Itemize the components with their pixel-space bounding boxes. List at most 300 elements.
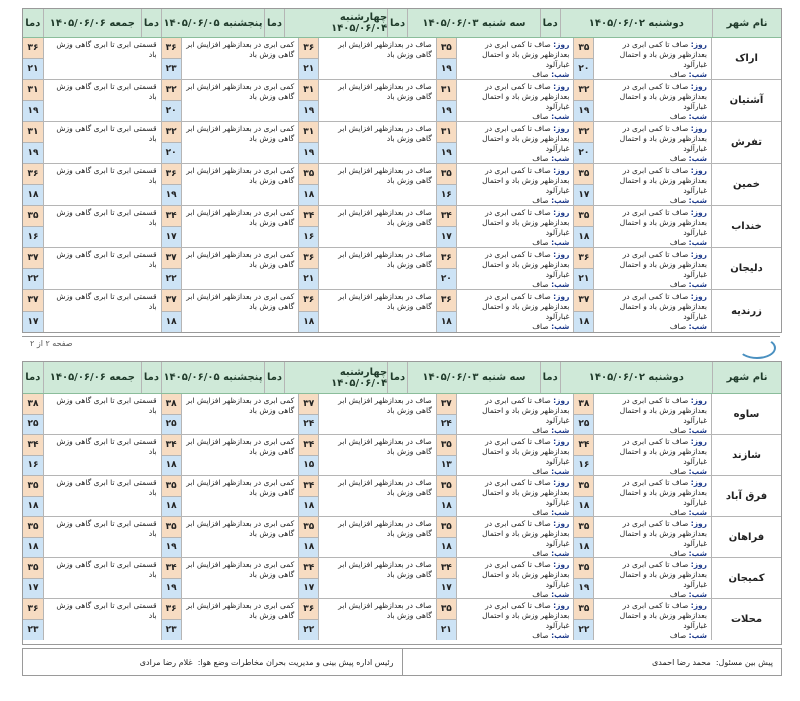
max-temp: ۳۶ [299, 38, 318, 59]
table-row [23, 435, 781, 476]
day-text: قسمتی ابری تا ابری گاهی وزش باد [56, 166, 157, 185]
forecast-description [318, 599, 436, 640]
day-label: روز: [690, 208, 707, 217]
day-text: صاف تا کمی ابری در بعدازظهر وزش باد و احتمال غبارآلود [619, 478, 707, 507]
forecast-description [318, 394, 436, 434]
max-temp: ۳۵ [162, 517, 181, 538]
day-text: صاف در بعدازظهر افزایش ابر گاهی وزش باد [338, 82, 432, 101]
night-line [598, 70, 707, 79]
temperature-cell [23, 80, 43, 121]
max-temp: ۳۷ [574, 290, 593, 312]
day-text: کمی ابری در بعدازظهر افزایش ابر گاهی وزش باد [186, 601, 295, 620]
max-temp: ۳۶ [162, 599, 181, 620]
max-temp: ۳۵ [574, 599, 593, 620]
day-label: روز: [553, 396, 570, 405]
night-line [598, 154, 707, 163]
night-label: شب: [688, 631, 707, 640]
night-text: صاف [532, 631, 549, 640]
temperature-cell [436, 248, 456, 289]
forecast-description [318, 517, 436, 557]
temperature-cell [161, 558, 181, 598]
night-text: صاف [669, 112, 687, 121]
day-text: صاف تا کمی ابری در بعدازظهر وزش باد و احتمال غبارآلود [619, 250, 707, 279]
min-temp: ۲۲ [299, 620, 318, 640]
min-temp: ۱۸ [574, 227, 593, 247]
day-line [323, 166, 432, 186]
logo-icon [738, 337, 776, 359]
forecast-description [593, 164, 711, 205]
day-line [48, 82, 157, 102]
temperature-cell [161, 248, 181, 289]
day-line [598, 208, 707, 238]
day-text: قسمتی ابری تا ابری گاهی وزش باد [56, 250, 157, 269]
temperature-cell [161, 164, 181, 205]
table-row [23, 164, 781, 206]
header-temp: دما [141, 362, 161, 393]
min-temp: ۲۰ [574, 143, 593, 163]
day-label: روز: [553, 292, 570, 301]
temperature-cell [436, 38, 456, 79]
day-text: کمی ابری در بعدازظهر افزایش ابر گاهی وزش باد [186, 478, 295, 497]
temperature-cell [436, 290, 456, 332]
max-temp: ۳۴ [574, 435, 593, 456]
forecast-description [181, 80, 299, 121]
day-line [323, 124, 432, 144]
temperature-cell [23, 206, 43, 247]
day-line [186, 560, 295, 580]
header-temp: دما [25, 17, 41, 29]
day-label: روز: [690, 478, 707, 487]
temperature-cell [573, 290, 593, 332]
max-temp: ۳۶ [162, 38, 181, 59]
min-temp: ۲۵ [574, 415, 593, 435]
max-temp: ۳۵ [437, 435, 456, 456]
min-temp: ۱۸ [299, 497, 318, 517]
night-line [598, 196, 707, 205]
day-text: صاف تا کمی ابری در بعدازظهر وزش باد و احتمال غبارآلود [619, 519, 707, 548]
max-temp: ۳۶ [299, 248, 318, 269]
day-label: روز: [690, 82, 707, 91]
temperature-cell [436, 206, 456, 247]
forecast-description [456, 290, 574, 332]
temperature-cell [436, 435, 456, 475]
header-city: نام شهر [712, 362, 781, 393]
day-text: صاف تا کمی ابری در بعدازظهر وزش باد و احتمال غبارآلود [482, 437, 570, 466]
min-temp: ۱۷ [437, 227, 456, 247]
day-text: کمی ابری در بعدازظهر افزایش ابر گاهی وزش باد [186, 560, 295, 579]
day-line [323, 478, 432, 498]
day-line [461, 437, 570, 467]
max-temp: ۳۴ [162, 206, 181, 227]
day-line [48, 478, 157, 498]
day-text: قسمتی ابری تا ابری گاهی وزش باد [56, 560, 157, 579]
day-line [323, 208, 432, 228]
day-text: صاف در بعدازظهر افزایش ابر گاهی وزش باد [338, 478, 432, 497]
temperature-cell [436, 558, 456, 598]
header-thursday: پنجشنبه ۱۴۰۵/۰۶/۰۵ [161, 9, 264, 37]
header-temp: دما [264, 9, 284, 37]
night-label: شب: [688, 112, 707, 121]
max-temp: ۳۴ [23, 435, 43, 456]
min-temp: ۲۱ [23, 59, 43, 79]
day-line [598, 396, 707, 426]
night-text: صاف [532, 154, 549, 163]
night-label: شب: [688, 467, 707, 475]
max-temp: ۳۷ [23, 248, 43, 269]
forecast-description [43, 476, 161, 516]
min-temp: ۱۸ [437, 497, 456, 517]
night-label: شب: [688, 322, 707, 331]
max-temp: ۳۴ [299, 435, 318, 456]
night-text: صاف [669, 590, 687, 598]
forecast-description [181, 290, 299, 332]
min-temp: ۱۷ [162, 227, 181, 247]
temperature-cell [298, 38, 318, 79]
day-label: روز: [553, 519, 570, 528]
max-temp: ۳۸ [574, 394, 593, 415]
forecast-description [318, 248, 436, 289]
day-text: صاف تا کمی ابری در بعدازظهر وزش باد و احتمال غبارآلود [619, 208, 707, 237]
min-temp: ۱۸ [23, 497, 43, 517]
day-label: روز: [690, 396, 707, 405]
max-temp: ۳۴ [299, 206, 318, 227]
city-name: دلیجان [711, 248, 781, 289]
temperature-cell [298, 80, 318, 121]
day-label: روز: [553, 40, 570, 49]
day-text: صاف در بعدازظهر افزایش ابر گاهی وزش باد [338, 560, 432, 579]
max-temp: ۳۴ [162, 558, 181, 579]
night-text: صاف [532, 238, 549, 247]
max-temp: ۳۱ [23, 122, 43, 143]
min-temp: ۱۸ [162, 456, 181, 476]
night-text: صاف [532, 467, 549, 475]
temperature-cell [23, 517, 43, 557]
temperature-cell [161, 206, 181, 247]
night-text: صاف [532, 549, 549, 557]
day-line [598, 124, 707, 154]
night-text: صاف [532, 280, 549, 289]
min-temp: ۲۱ [574, 269, 593, 289]
forecast-description [181, 122, 299, 163]
forecast-description [181, 558, 299, 598]
min-temp: ۲۴ [437, 415, 456, 435]
temperature-cell [23, 435, 43, 475]
min-temp: ۲۴ [299, 415, 318, 435]
day-text: کمی ابری در بعدازظهر افزایش ابر گاهی وزش باد [186, 166, 295, 185]
day-line [461, 519, 570, 549]
min-temp: ۱۵ [299, 456, 318, 476]
min-temp: ۱۸ [162, 312, 181, 333]
page-separator [22, 336, 780, 359]
day-label: روز: [553, 250, 570, 259]
temperature-cell [436, 517, 456, 557]
day-text: کمی ابری در بعدازظهر افزایش ابر گاهی وزش باد [186, 250, 295, 269]
temperature-cell [436, 476, 456, 516]
day-line [186, 437, 295, 457]
city-name: کمیجان [711, 558, 781, 598]
day-label: روز: [553, 478, 570, 487]
day-text: صاف در بعدازظهر افزایش ابر گاهی وزش باد [338, 124, 432, 143]
temperature-cell [23, 558, 43, 598]
min-temp: ۲۳ [162, 59, 181, 79]
day-text: صاف تا کمی ابری در بعدازظهر وزش باد و احتمال غبارآلود [619, 166, 707, 195]
table-row [23, 558, 781, 599]
temperature-cell [23, 599, 43, 640]
forecast-description [181, 248, 299, 289]
min-temp: ۱۷ [23, 312, 43, 333]
day-text: کمی ابری در بعدازظهر افزایش ابر گاهی وزش باد [186, 82, 295, 101]
min-temp: ۱۶ [23, 456, 43, 476]
night-line [598, 590, 707, 598]
day-line [323, 396, 432, 416]
day-line [598, 82, 707, 112]
night-text: صاف [669, 196, 687, 205]
day-line [598, 40, 707, 70]
temperature-cell [298, 558, 318, 598]
forecast-description [43, 517, 161, 557]
forecast-description [593, 206, 711, 247]
min-temp: ۱۶ [574, 456, 593, 476]
max-temp: ۳۲ [574, 80, 593, 101]
header-city: نام شهر [712, 9, 781, 37]
day-text: قسمتی ابری تا ابری گاهی وزش باد [56, 396, 157, 415]
forecast-description [318, 290, 436, 332]
forecast-description [456, 206, 574, 247]
min-temp: ۱۹ [162, 185, 181, 205]
day-text: صاف در بعدازظهر افزایش ابر گاهی وزش باد [338, 40, 432, 59]
forecast-description [181, 394, 299, 434]
min-temp: ۱۹ [437, 143, 456, 163]
city-name: ساوه [711, 394, 781, 434]
temperature-cell [573, 122, 593, 163]
temperature-cell [23, 38, 43, 79]
min-temp: ۱۷ [574, 185, 593, 205]
forecast-description [456, 599, 574, 640]
max-temp: ۳۵ [299, 164, 318, 185]
day-line [461, 124, 570, 154]
night-label: شب: [688, 70, 707, 79]
day-text: کمی ابری در بعدازظهر افزایش ابر گاهی وزش باد [186, 519, 295, 538]
table-row [23, 290, 781, 332]
night-label: شب: [551, 196, 570, 205]
forecast-description [181, 164, 299, 205]
day-line [323, 40, 432, 60]
min-temp: ۲۲ [162, 269, 181, 289]
max-temp: ۳۴ [162, 435, 181, 456]
night-label: شب: [688, 154, 707, 163]
night-text: صاف [532, 70, 549, 79]
forecast-description [593, 122, 711, 163]
day-text: قسمتی ابری تا ابری گاهی وزش باد [56, 519, 157, 538]
max-temp: ۳۵ [574, 517, 593, 538]
day-text: صاف تا کمی ابری در بعدازظهر وزش باد و احتمال غبارآلود [482, 124, 570, 153]
max-temp: ۳۵ [437, 517, 456, 538]
day-label: روز: [553, 601, 570, 610]
min-temp: ۲۲ [23, 269, 43, 289]
day-line [461, 166, 570, 196]
max-temp: ۳۱ [23, 80, 43, 101]
forecast-description [181, 517, 299, 557]
night-label: شب: [551, 280, 570, 289]
day-line [186, 250, 295, 270]
min-temp: ۱۷ [299, 579, 318, 599]
temperature-cell [161, 599, 181, 640]
temperature-cell [298, 394, 318, 434]
day-text: قسمتی ابری تا ابری گاهی وزش باد [56, 478, 157, 497]
table-row [23, 599, 781, 640]
day-text: کمی ابری در بعدازظهر افزایش ابر گاهی وزش باد [186, 124, 295, 143]
night-text: صاف [669, 549, 687, 557]
day-label: روز: [690, 519, 707, 528]
day-text: صاف تا کمی ابری در بعدازظهر وزش باد و احتمال غبارآلود [619, 437, 707, 466]
max-temp: ۳۵ [162, 476, 181, 497]
night-text: صاف [532, 112, 549, 121]
day-line [461, 601, 570, 631]
min-temp: ۲۰ [162, 101, 181, 121]
night-label: شب: [688, 426, 707, 434]
min-temp: ۲۱ [437, 620, 456, 640]
forecast-description [593, 38, 711, 79]
night-line [598, 549, 707, 557]
min-temp: ۲۰ [162, 143, 181, 163]
day-label: روز: [553, 437, 570, 446]
night-text: صاف [669, 508, 687, 516]
forecast-description [43, 394, 161, 434]
header-temp: دما [387, 362, 407, 393]
min-temp: ۲۳ [162, 620, 181, 640]
day-label: روز: [553, 166, 570, 175]
day-text: صاف در بعدازظهر افزایش ابر گاهی وزش باد [338, 396, 432, 415]
day-line [461, 396, 570, 426]
temperature-cell [573, 248, 593, 289]
forecast-description [318, 476, 436, 516]
max-temp: ۳۱ [437, 122, 456, 143]
day-line [461, 250, 570, 280]
min-temp: ۱۸ [437, 312, 456, 333]
day-text: صاف تا کمی ابری در بعدازظهر وزش باد و احتمال غبارآلود [482, 208, 570, 237]
table-row [23, 80, 781, 122]
day-line [48, 560, 157, 580]
min-temp: ۲۱ [299, 59, 318, 79]
max-temp: ۳۵ [574, 206, 593, 227]
night-label: شب: [551, 426, 570, 434]
table-row [23, 517, 781, 558]
head-cell [23, 649, 402, 675]
day-label: روز: [690, 166, 707, 175]
night-text: صاف [669, 238, 687, 247]
forecast-description [318, 38, 436, 79]
max-temp: ۳۵ [437, 599, 456, 620]
temperature-cell [298, 248, 318, 289]
table-row [23, 206, 781, 248]
day-text: صاف تا کمی ابری در بعدازظهر وزش باد و احتمال غبارآلود [482, 519, 570, 548]
max-temp: ۳۶ [162, 164, 181, 185]
night-text: صاف [532, 322, 549, 331]
table-header-row [23, 362, 781, 394]
forecast-description [456, 164, 574, 205]
day-label: روز: [690, 560, 707, 569]
forecast-description [43, 290, 161, 332]
head-name: غلام رضا مرادی [139, 657, 193, 667]
max-temp: ۳۱ [437, 80, 456, 101]
day-line [323, 519, 432, 539]
day-line [598, 166, 707, 196]
day-label: روز: [690, 40, 707, 49]
header-friday: جمعه ۱۴۰۵/۰۶/۰۶ [43, 9, 141, 37]
max-temp: ۳۵ [23, 476, 43, 497]
night-line [461, 467, 570, 475]
temperature-cell [161, 517, 181, 557]
night-text: صاف [669, 280, 687, 289]
temperature-cell [298, 206, 318, 247]
day-text: صاف تا کمی ابری در بعدازظهر وزش باد و احتمال غبارآلود [482, 560, 570, 589]
min-temp: ۱۸ [299, 312, 318, 333]
day-text: صاف تا کمی ابری در بعدازظهر وزش باد و احتمال غبارآلود [482, 478, 570, 507]
forecast-description [456, 248, 574, 289]
night-line [598, 238, 707, 247]
max-temp: ۳۶ [299, 599, 318, 620]
min-temp: ۱۶ [23, 227, 43, 247]
temperature-cell [436, 599, 456, 640]
night-line [598, 426, 707, 434]
forecast-description [593, 248, 711, 289]
day-line [461, 478, 570, 508]
night-label: شب: [551, 549, 570, 557]
day-label: روز: [690, 124, 707, 133]
day-label: روز: [553, 82, 570, 91]
min-temp: ۲۰ [574, 59, 593, 79]
forecast-description [593, 476, 711, 516]
night-label: شب: [688, 549, 707, 557]
temperature-cell [573, 476, 593, 516]
city-name: اراک [711, 38, 781, 79]
day-text: کمی ابری در بعدازظهر افزایش ابر گاهی وزش باد [186, 396, 295, 415]
day-line [186, 124, 295, 144]
header-temp: دما [387, 9, 407, 37]
day-line [598, 560, 707, 590]
night-line [461, 508, 570, 516]
day-line [323, 250, 432, 270]
day-line [461, 40, 570, 70]
night-text: صاف [669, 322, 687, 331]
night-label: شب: [551, 154, 570, 163]
max-temp: ۳۲ [162, 80, 181, 101]
night-label: شب: [551, 238, 570, 247]
max-temp: ۳۱ [299, 80, 318, 101]
day-line [48, 250, 157, 270]
max-temp: ۳۵ [437, 164, 456, 185]
night-label: شب: [551, 631, 570, 640]
day-text: صاف تا کمی ابری در بعدازظهر وزش باد و احتمال غبارآلود [619, 124, 707, 153]
temperature-cell [573, 558, 593, 598]
day-text: قسمتی ابری تا ابری گاهی وزش باد [56, 40, 157, 59]
forecast-description [43, 206, 161, 247]
temperature-cell [298, 517, 318, 557]
max-temp: ۳۶ [437, 248, 456, 269]
day-line [48, 40, 157, 60]
day-text: کمی ابری در بعدازظهر افزایش ابر گاهی وزش باد [186, 208, 295, 227]
day-line [48, 601, 157, 621]
forecast-description [43, 435, 161, 475]
min-temp: ۲۱ [299, 269, 318, 289]
head-label: رئیس اداره پیش بینی و مدیریت بحران مخاطرات وضع هوا: [197, 657, 394, 667]
night-label: شب: [688, 590, 707, 598]
forecaster-name: محمد رضا احمدی [652, 657, 711, 667]
table-row [23, 122, 781, 164]
min-temp: ۱۷ [23, 579, 43, 599]
forecast-description [181, 38, 299, 79]
night-label: شب: [551, 590, 570, 598]
